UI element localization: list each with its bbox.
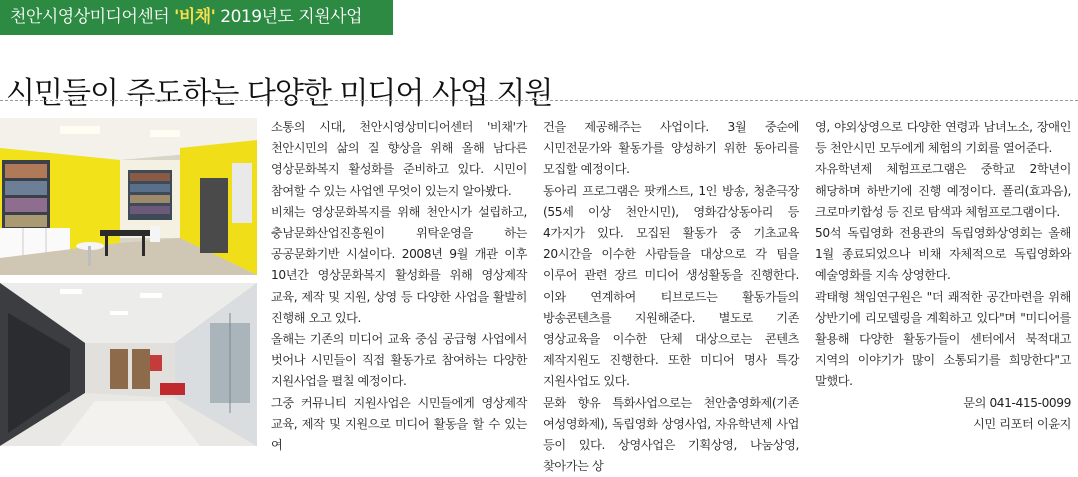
paragraph: 곽태형 책임연구원은 "더 쾌적한 공간마련을 위해 상반기에 리모델링을 계획하고 있다"며 "미디어를 활용해 다양한 활동가들이 센터에서 북적대고 지역의 이야기가 많이 소통되기를 희망한다"고 말했다. [815, 289, 1071, 389]
article-column-3 [815, 117, 1071, 435]
media-center-lounge-photo [0, 118, 257, 275]
media-center-hallway-photo [0, 283, 257, 446]
contact-info: 문의 041-415-0099 [963, 395, 1071, 410]
paragraph: 그중 커뮤니티 지원사업은 시민들에게 영상제작 교육, 제작 및 지원으로 미디어 활동을 할 수 있는 여 [271, 395, 527, 453]
banner-prefix: 천안시영상미디어센터 [10, 7, 175, 27]
paragraph: 소통의 시대, 천안시영상미디어센터 '비채'가 천안시민의 삶의 질 향상을 위해 올해 남다른 영상문화복지 활성화를 준비하고 있다. 시민이 참여할 수 있는 사업엔 무엇이 있는지 알아봤다. [271, 120, 527, 198]
banner-highlight: '비채' [174, 7, 216, 27]
paragraph: 자유학년제 체험프로그램은 중학교 2학년이 해당하며 하반기에 진행 예정이다. 폴리(효과음), 크로마키합성 등 진로 탐색과 체험프로그램이다. [815, 162, 1071, 219]
paragraph: 건을 제공해주는 사업이다. 3월 중순에 시민전문가와 활동가를 양성하기 위한 동아리를 모집할 예정이다. [543, 120, 799, 177]
article-headline: 시민들이 주도하는 다양한 미디어 사업 지원 [6, 76, 553, 112]
paragraph: 50석 독립영화 전용관의 독립영화상영회는 올해 1월 종료되었으나 비채 자체적으로 독립영화와 예술영화를 지속 상영한다. [815, 226, 1071, 283]
paragraph: 비채는 영상문화복지를 위해 천안시가 설립하고, 충남문화산업진흥원이 위탁운영을 하는 공공문화기반 시설이다. 2008년 9월 개관 이후 10년간 영상문화복지 활성화를 위해 영상제작 교육, 제작 및 지원, 상영 등 다양한 사업을 활발히 진행해 오고 있다. [271, 204, 527, 325]
paragraph: 영, 야외상영으로 다양한 연령과 남녀노소, 장애인 등 천안시민 모두에게 체험의 기회를 열어준다. [815, 120, 1071, 156]
article-column-1 [271, 117, 527, 456]
paragraph: 문화 향유 특화사업으로는 천안춤영화제(기존 여성영화제), 독립영화 상영사업, 자유학년제 사업 등이 있다. 상영사업은 기획상영, 나눔상영, 찾아가는 상 [543, 395, 799, 474]
paragraph: 동아리 프로그램은 팟캐스트, 1인 방송, 청춘극장(55세 이상 천안시민), 영화감상동아리 등 4가지가 있다. 모집된 활동가 중 기초교육 20시간을 이수한 사람들을 대상으로 각 팀을 이루어 관련 장르 미디어 생성활동을 진행한다. 이와 연계하여 티브로드는 활동가들의 방송콘텐츠를 지원해준다. 별도로 기존 영상교육을 이수한 단체 대상으로는 콘텐츠 제작지원도 진행한다. 또한 미디어 명사 특강 지원사업도 있다. [543, 183, 799, 389]
byline: 시민 리포터 이윤지 [973, 416, 1071, 431]
banner-suffix: 2019년도 지원사업 [215, 7, 362, 27]
article-column-2 [543, 117, 799, 477]
dashed-divider [0, 100, 1078, 101]
section-banner [0, 0, 393, 35]
paragraph: 올해는 기존의 미디어 교육 중심 공급형 사업에서 벗어나 시민들이 직접 활동가로 참여하는 다양한 지원사업을 펼칠 예정이다. [271, 332, 527, 389]
